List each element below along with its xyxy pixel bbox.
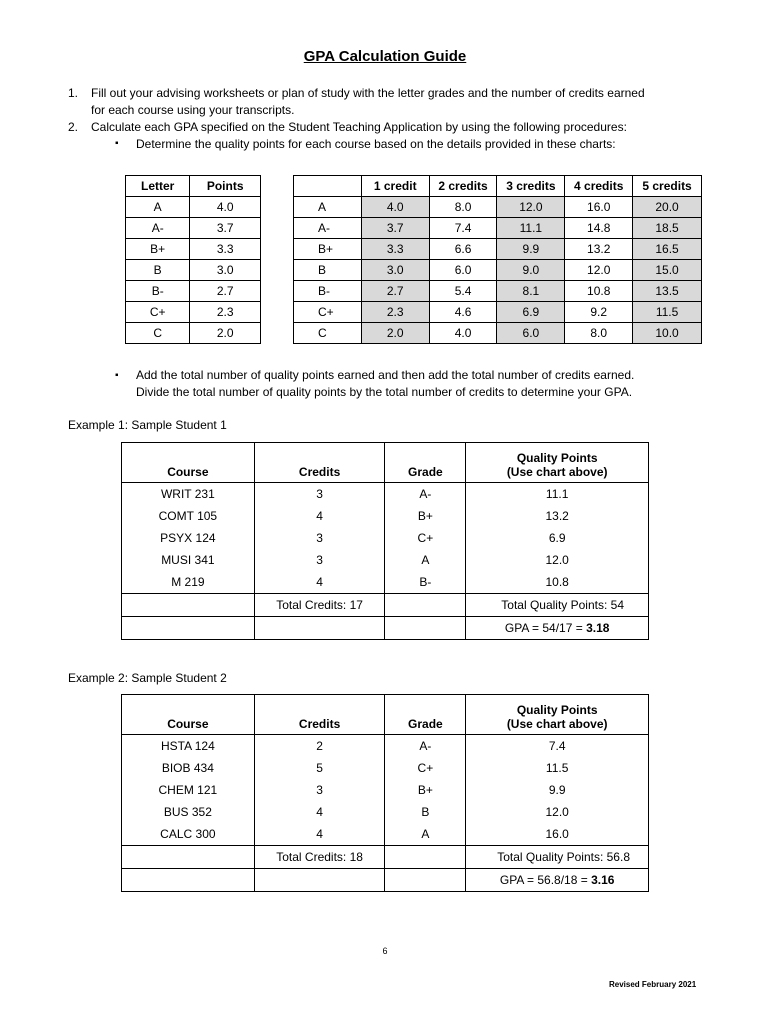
step-2-number: 2. bbox=[68, 120, 79, 134]
points-cell: 2.7 bbox=[190, 281, 261, 302]
letter-table-row bbox=[126, 239, 261, 260]
grade-cell: B bbox=[385, 801, 466, 823]
quality-points-cell: 16.5 bbox=[633, 239, 702, 260]
quality-points-cell: 3.7 bbox=[361, 218, 429, 239]
grade-cell: A bbox=[385, 549, 466, 571]
blank-cell bbox=[122, 846, 255, 869]
blank-cell bbox=[254, 617, 385, 640]
gpa-formula: GPA = 54/17 = bbox=[504, 621, 587, 635]
revised-date: Revised February 2021 bbox=[609, 980, 697, 989]
quality-points-cell: 8.1 bbox=[497, 281, 565, 302]
table-row bbox=[122, 483, 649, 506]
total-credits: Total Credits: 17 bbox=[254, 594, 385, 617]
grade-cell: C+ bbox=[294, 302, 362, 323]
grade-cell: B+ bbox=[385, 505, 466, 527]
letter-cell: C bbox=[126, 323, 190, 344]
points-cell: 2.3 bbox=[190, 302, 261, 323]
letter-cell: C+ bbox=[126, 302, 190, 323]
quality-points-header-line-1: Quality Points bbox=[516, 451, 598, 465]
quality-points-cell: 7.4 bbox=[429, 218, 497, 239]
quality-points-cell: 2.0 bbox=[361, 323, 429, 344]
credits-cell: 3 bbox=[254, 483, 385, 506]
letter-cell: B bbox=[126, 260, 190, 281]
grade-cell: C+ bbox=[385, 527, 466, 549]
step-1-line-2: for each course using your transcripts. bbox=[91, 103, 295, 117]
gpa-result bbox=[466, 869, 649, 892]
grade-cell: A- bbox=[385, 735, 466, 758]
quality-points-cell: 6.9 bbox=[497, 302, 565, 323]
credit-header-5: 5 credits bbox=[633, 176, 702, 197]
table-row bbox=[122, 735, 649, 758]
course-cell: WRIT 231 bbox=[122, 483, 255, 506]
example-1-table bbox=[121, 442, 649, 640]
credit-table-row bbox=[294, 302, 702, 323]
credit-table-row bbox=[294, 239, 702, 260]
credits-cell: 5 bbox=[254, 757, 385, 779]
blank-cell bbox=[385, 594, 466, 617]
quality-points-cell: 2.3 bbox=[361, 302, 429, 323]
course-cell: BIOB 434 bbox=[122, 757, 255, 779]
course-cell: HSTA 124 bbox=[122, 735, 255, 758]
credit-table-row bbox=[294, 218, 702, 239]
credit-header-3: 3 credits bbox=[497, 176, 565, 197]
example-2-total-row bbox=[122, 846, 649, 869]
grade-cell: A- bbox=[385, 483, 466, 506]
example-2-header bbox=[122, 695, 649, 735]
quality-points-cell: 2.7 bbox=[361, 281, 429, 302]
quality-points-cell: 4.0 bbox=[429, 323, 497, 344]
course-cell: CHEM 121 bbox=[122, 779, 255, 801]
letter-table-row bbox=[126, 281, 261, 302]
grade-cell: A bbox=[294, 197, 362, 218]
credits-quality-points-table bbox=[293, 175, 702, 344]
quality-points-cell: 9.2 bbox=[565, 302, 633, 323]
quality-points-cell: 5.4 bbox=[429, 281, 497, 302]
quality-points-cell: 12.0 bbox=[466, 801, 649, 823]
grade-cell: B+ bbox=[294, 239, 362, 260]
credit-header-2: 2 credits bbox=[429, 176, 497, 197]
example-2-gpa-row bbox=[122, 869, 649, 892]
table-row bbox=[122, 823, 649, 846]
letter-table-row bbox=[126, 260, 261, 281]
course-cell: M 219 bbox=[122, 571, 255, 594]
total-quality-points: Total Quality Points: 56.8 bbox=[466, 846, 649, 869]
credit-table-row bbox=[294, 197, 702, 218]
points-cell: 3.7 bbox=[190, 218, 261, 239]
points-cell: 4.0 bbox=[190, 197, 261, 218]
total-credits: Total Credits: 18 bbox=[254, 846, 385, 869]
credit-table-row bbox=[294, 260, 702, 281]
grade-cell: C+ bbox=[385, 757, 466, 779]
quality-points-header-line-1: Quality Points bbox=[516, 703, 598, 717]
quality-points-cell: 11.5 bbox=[466, 757, 649, 779]
grade-cell: B+ bbox=[385, 779, 466, 801]
quality-points-header bbox=[466, 443, 649, 483]
bullet-icon: ▪ bbox=[115, 370, 119, 381]
blank-cell bbox=[122, 869, 255, 892]
quality-points-cell: 9.0 bbox=[497, 260, 565, 281]
quality-points-cell: 15.0 bbox=[633, 260, 702, 281]
credits-cell: 2 bbox=[254, 735, 385, 758]
course-cell: CALC 300 bbox=[122, 823, 255, 846]
course-header: Course bbox=[122, 695, 255, 735]
quality-points-cell: 12.0 bbox=[565, 260, 633, 281]
letter-table-header bbox=[126, 176, 261, 197]
course-cell: BUS 352 bbox=[122, 801, 255, 823]
credits-cell: 3 bbox=[254, 527, 385, 549]
quality-points-cell: 13.5 bbox=[633, 281, 702, 302]
quality-points-header-line-2: (Use chart above) bbox=[506, 717, 608, 731]
table-row bbox=[122, 801, 649, 823]
credit-header-blank bbox=[294, 176, 362, 197]
credit-header-4: 4 credits bbox=[565, 176, 633, 197]
page-number: 6 bbox=[382, 946, 388, 956]
quality-points-cell: 10.8 bbox=[565, 281, 633, 302]
step-2-text: Calculate each GPA specified on the Student Teaching Application by using the following procedures: bbox=[91, 120, 627, 134]
credit-table-row bbox=[294, 323, 702, 344]
credits-cell: 3 bbox=[254, 549, 385, 571]
quality-points-cell: 8.0 bbox=[429, 197, 497, 218]
grade-cell: C bbox=[294, 323, 362, 344]
example-1-total-row bbox=[122, 594, 649, 617]
table-row bbox=[122, 505, 649, 527]
blank-cell bbox=[385, 869, 466, 892]
bullet-icon: ▪ bbox=[115, 138, 119, 149]
quality-points-cell: 4.6 bbox=[429, 302, 497, 323]
letter-table-row bbox=[126, 323, 261, 344]
example-1-label: Example 1: Sample Student 1 bbox=[68, 418, 227, 432]
course-header: Course bbox=[122, 443, 255, 483]
step-1-line-1: Fill out your advising worksheets or plan of study with the letter grades and the number of credits earned bbox=[91, 86, 645, 100]
quality-points-cell: 12.0 bbox=[497, 197, 565, 218]
blank-cell bbox=[254, 869, 385, 892]
grade-cell: A bbox=[385, 823, 466, 846]
points-cell: 2.0 bbox=[190, 323, 261, 344]
example-1-header bbox=[122, 443, 649, 483]
credits-cell: 4 bbox=[254, 505, 385, 527]
quality-points-cell: 9.9 bbox=[466, 779, 649, 801]
quality-points-cell: 6.9 bbox=[466, 527, 649, 549]
blank-cell bbox=[122, 594, 255, 617]
quality-points-cell: 16.0 bbox=[466, 823, 649, 846]
credits-header: Credits bbox=[254, 695, 385, 735]
example-2-label: Example 2: Sample Student 2 bbox=[68, 671, 227, 685]
letter-cell: A bbox=[126, 197, 190, 218]
grade-cell: A- bbox=[294, 218, 362, 239]
letter-table-row bbox=[126, 218, 261, 239]
letter-cell: A- bbox=[126, 218, 190, 239]
blank-cell bbox=[385, 846, 466, 869]
bullet-1-text: Determine the quality points for each course based on the details provided in these charts: bbox=[136, 137, 616, 151]
credit-table-header bbox=[294, 176, 702, 197]
gpa-result bbox=[466, 617, 649, 640]
quality-points-cell: 13.2 bbox=[565, 239, 633, 260]
letter-points-table bbox=[125, 175, 261, 344]
example-1-gpa-row bbox=[122, 617, 649, 640]
gpa-value: 3.18 bbox=[586, 621, 610, 635]
letter-header: Letter bbox=[126, 176, 190, 197]
quality-points-cell: 6.0 bbox=[497, 323, 565, 344]
credits-cell: 4 bbox=[254, 823, 385, 846]
grade-cell: B- bbox=[385, 571, 466, 594]
table-row bbox=[122, 757, 649, 779]
bullet-2-line-2: Divide the total number of quality points by the total number of credits to determine your GPA. bbox=[136, 385, 633, 399]
quality-points-header-line-2: (Use chart above) bbox=[506, 465, 608, 479]
grade-header: Grade bbox=[385, 443, 466, 483]
grade-header: Grade bbox=[385, 695, 466, 735]
gpa-formula: GPA = 56.8/18 = bbox=[499, 873, 592, 887]
quality-points-cell: 13.2 bbox=[466, 505, 649, 527]
points-header: Points bbox=[190, 176, 261, 197]
page-title: GPA Calculation Guide bbox=[303, 48, 467, 65]
credits-cell: 4 bbox=[254, 571, 385, 594]
quality-points-cell: 10.8 bbox=[466, 571, 649, 594]
step-1-text bbox=[91, 85, 731, 119]
bullet-2-text bbox=[136, 367, 736, 401]
course-cell: PSYX 124 bbox=[122, 527, 255, 549]
letter-cell: B+ bbox=[126, 239, 190, 260]
quality-points-header bbox=[466, 695, 649, 735]
credit-table-row bbox=[294, 281, 702, 302]
quality-points-cell: 20.0 bbox=[633, 197, 702, 218]
credits-cell: 3 bbox=[254, 779, 385, 801]
quality-points-cell: 10.0 bbox=[633, 323, 702, 344]
quality-points-cell: 3.0 bbox=[361, 260, 429, 281]
quality-points-cell: 9.9 bbox=[497, 239, 565, 260]
table-row bbox=[122, 571, 649, 594]
blank-cell bbox=[385, 617, 466, 640]
letter-table-row bbox=[126, 197, 261, 218]
example-2-table bbox=[121, 694, 649, 892]
points-cell: 3.3 bbox=[190, 239, 261, 260]
grade-cell: B- bbox=[294, 281, 362, 302]
table-row bbox=[122, 527, 649, 549]
quality-points-cell: 6.0 bbox=[429, 260, 497, 281]
table-row bbox=[122, 779, 649, 801]
grade-cell: B bbox=[294, 260, 362, 281]
quality-points-cell: 18.5 bbox=[633, 218, 702, 239]
quality-points-cell: 8.0 bbox=[565, 323, 633, 344]
credits-header: Credits bbox=[254, 443, 385, 483]
quality-points-cell: 14.8 bbox=[565, 218, 633, 239]
quality-points-cell: 4.0 bbox=[361, 197, 429, 218]
points-cell: 3.0 bbox=[190, 260, 261, 281]
quality-points-cell: 3.3 bbox=[361, 239, 429, 260]
letter-table-row bbox=[126, 302, 261, 323]
bullet-2-line-1: Add the total number of quality points earned and then add the total number of credits earned. bbox=[136, 368, 635, 382]
letter-cell: B- bbox=[126, 281, 190, 302]
course-cell: MUSI 341 bbox=[122, 549, 255, 571]
course-cell: COMT 105 bbox=[122, 505, 255, 527]
total-quality-points: Total Quality Points: 54 bbox=[466, 594, 649, 617]
quality-points-cell: 11.5 bbox=[633, 302, 702, 323]
quality-points-cell: 6.6 bbox=[429, 239, 497, 260]
step-1-number: 1. bbox=[68, 86, 79, 100]
quality-points-cell: 7.4 bbox=[466, 735, 649, 758]
quality-points-cell: 11.1 bbox=[497, 218, 565, 239]
table-row bbox=[122, 549, 649, 571]
credits-cell: 4 bbox=[254, 801, 385, 823]
blank-cell bbox=[122, 617, 255, 640]
gpa-value: 3.16 bbox=[591, 873, 615, 887]
credit-header-1: 1 credit bbox=[361, 176, 429, 197]
quality-points-cell: 16.0 bbox=[565, 197, 633, 218]
quality-points-cell: 11.1 bbox=[466, 483, 649, 506]
quality-points-cell: 12.0 bbox=[466, 549, 649, 571]
